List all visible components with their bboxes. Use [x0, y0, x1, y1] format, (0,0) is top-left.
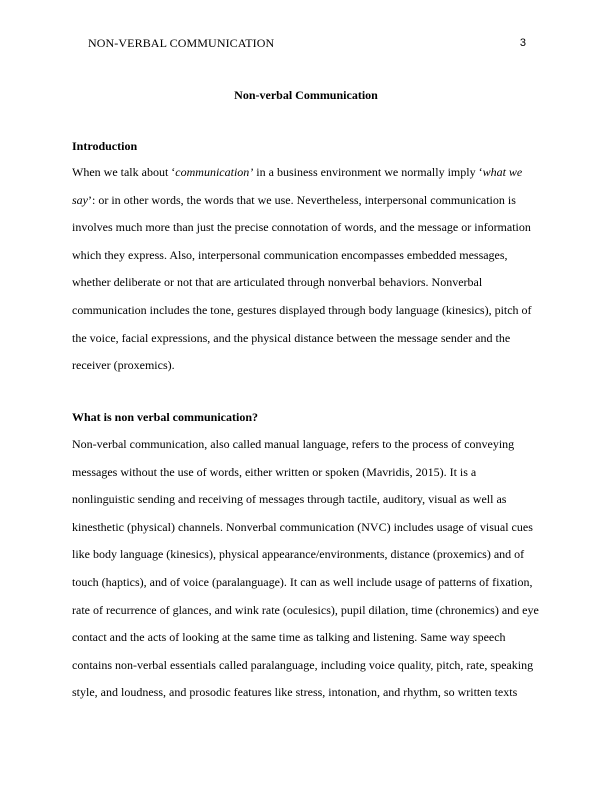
- paragraph-line: When we talk about ‘communication’ in a business environment we normally imply ‘what we: [72, 165, 523, 179]
- paragraph-line: whether deliberate or not that are articulated through nonverbal behaviors. Nonverbal: [72, 275, 483, 290]
- paragraph-line: like body language (kinesics), physical appearance/environments, distance (proxemics) and of: [72, 547, 525, 562]
- paragraph-line: communication includes the tone, gestures displayed through body language (kinesics), pitch of: [72, 302, 532, 317]
- paragraph-line: Non-verbal communication, also called manual language, refers to the process of conveying: [72, 437, 515, 451]
- paragraph-line: contact and the acts of looking at the same time as talking and listening. Same way speech: [72, 630, 506, 645]
- running-head: NON-VERBAL COMMUNICATION: [88, 36, 275, 50]
- paragraph-line: the voice, facial expressions, and the physical distance between the message sender and the: [72, 330, 511, 345]
- paragraph-line: involves much more than just the precise connotation of words, and the message or information: [72, 220, 531, 235]
- paragraph-line: say’: or in other words, the words that we use. Nevertheless, interpersonal communication is: [72, 192, 516, 207]
- nvc-paragraph: [72, 431, 542, 707]
- paragraph-line: style, and loudness, and prosodic features like stress, intonation, and rhythm, so written texts: [72, 685, 518, 700]
- document-title: Non-verbal Communication: [234, 88, 378, 102]
- paragraph-line: rate of recurrence of glances, and wink rate (oculesics), pupil dilation, time (chronemics) and eye: [72, 602, 539, 617]
- section-heading-introduction: Introduction: [72, 139, 138, 153]
- paragraph-line: nonlinguistic sending and receiving of messages through tactile, auditory, visual as well as: [72, 492, 507, 507]
- paragraph-line: touch (haptics), and of voice (paralanguage). It can as well include usage of patterns of fixation,: [72, 574, 533, 589]
- paragraph-line: contains non-verbal essentials called paralanguage, including voice quality, pitch, rate, speaking: [72, 657, 534, 672]
- introduction-paragraph: [72, 159, 542, 380]
- paragraph-line: messages without the use of words, either written or spoken (Mavridis, 2015). It is a: [72, 464, 477, 479]
- paragraph-line: which they express. Also, interpersonal communication encompasses embedded messages,: [72, 247, 508, 262]
- paragraph-line: receiver (proxemics).: [72, 358, 175, 373]
- section-heading-what-is-nvc: What is non verbal communication?: [72, 410, 259, 424]
- paragraph-line: kinesthetic (physical) channels. Nonverbal communication (NVC) includes usage of visual cues: [72, 519, 533, 534]
- page-number: 3: [519, 37, 526, 49]
